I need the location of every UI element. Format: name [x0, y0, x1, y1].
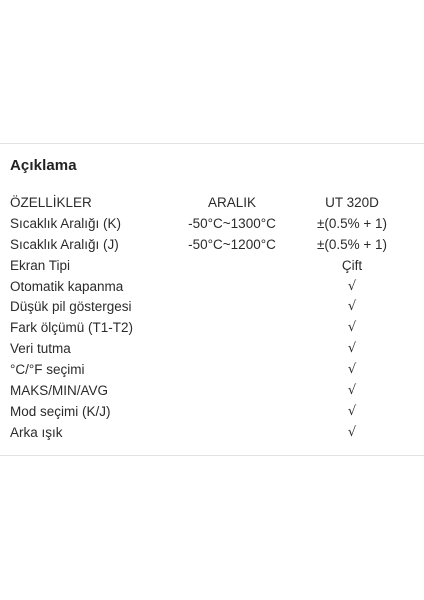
- description-panel: [0, 143, 424, 456]
- section-title: Açıklama: [10, 157, 77, 174]
- checkmark-icon: √: [347, 362, 357, 378]
- table-row: [0, 256, 424, 277]
- row-feature: Fark ölçümü (T1-T2): [10, 320, 134, 336]
- row-feature: Otomatik kapanma: [10, 278, 124, 294]
- row-model: ±(0.5% + 1): [316, 215, 388, 231]
- row-feature: MAKS/MIN/AVG: [10, 383, 109, 399]
- checkmark-icon: √: [347, 403, 357, 419]
- row-range: -50°C~1300°C: [188, 215, 276, 231]
- row-feature: °C/°F seçimi: [10, 362, 85, 378]
- row-feature: Veri tutma: [10, 341, 71, 357]
- table-row: [0, 339, 424, 360]
- table-row: [0, 381, 424, 402]
- checkmark-icon: √: [347, 299, 357, 315]
- table-row: [0, 297, 424, 318]
- header-feature: ÖZELLİKLER: [10, 195, 92, 210]
- table-row: [0, 402, 424, 423]
- table-header-row: [0, 193, 424, 214]
- row-feature: Sıcaklık Aralığı (J): [10, 236, 119, 252]
- row-feature: Düşük pil göstergesi: [10, 299, 132, 315]
- table-row: [0, 318, 424, 339]
- header-range: ARALIK: [207, 195, 257, 210]
- row-model: Çift: [341, 257, 363, 273]
- spec-table: [0, 193, 424, 444]
- row-model: ±(0.5% + 1): [316, 236, 388, 252]
- row-feature: Sıcaklık Aralığı (K): [10, 215, 122, 231]
- table-row: [0, 277, 424, 298]
- table-row: [0, 214, 424, 235]
- table-row: [0, 360, 424, 381]
- checkmark-icon: √: [347, 424, 357, 440]
- checkmark-icon: √: [347, 383, 357, 399]
- checkmark-icon: √: [347, 341, 357, 357]
- row-feature: Ekran Tipi: [10, 257, 71, 273]
- row-range: -50°C~1200°C: [188, 236, 276, 252]
- row-feature: Mod seçimi (K/J): [10, 403, 111, 419]
- table-row: [0, 235, 424, 256]
- checkmark-icon: √: [347, 320, 357, 336]
- table-row: [0, 423, 424, 444]
- row-feature: Arka ışık: [10, 424, 63, 440]
- header-model: UT 320D: [325, 195, 379, 210]
- checkmark-icon: √: [347, 278, 357, 294]
